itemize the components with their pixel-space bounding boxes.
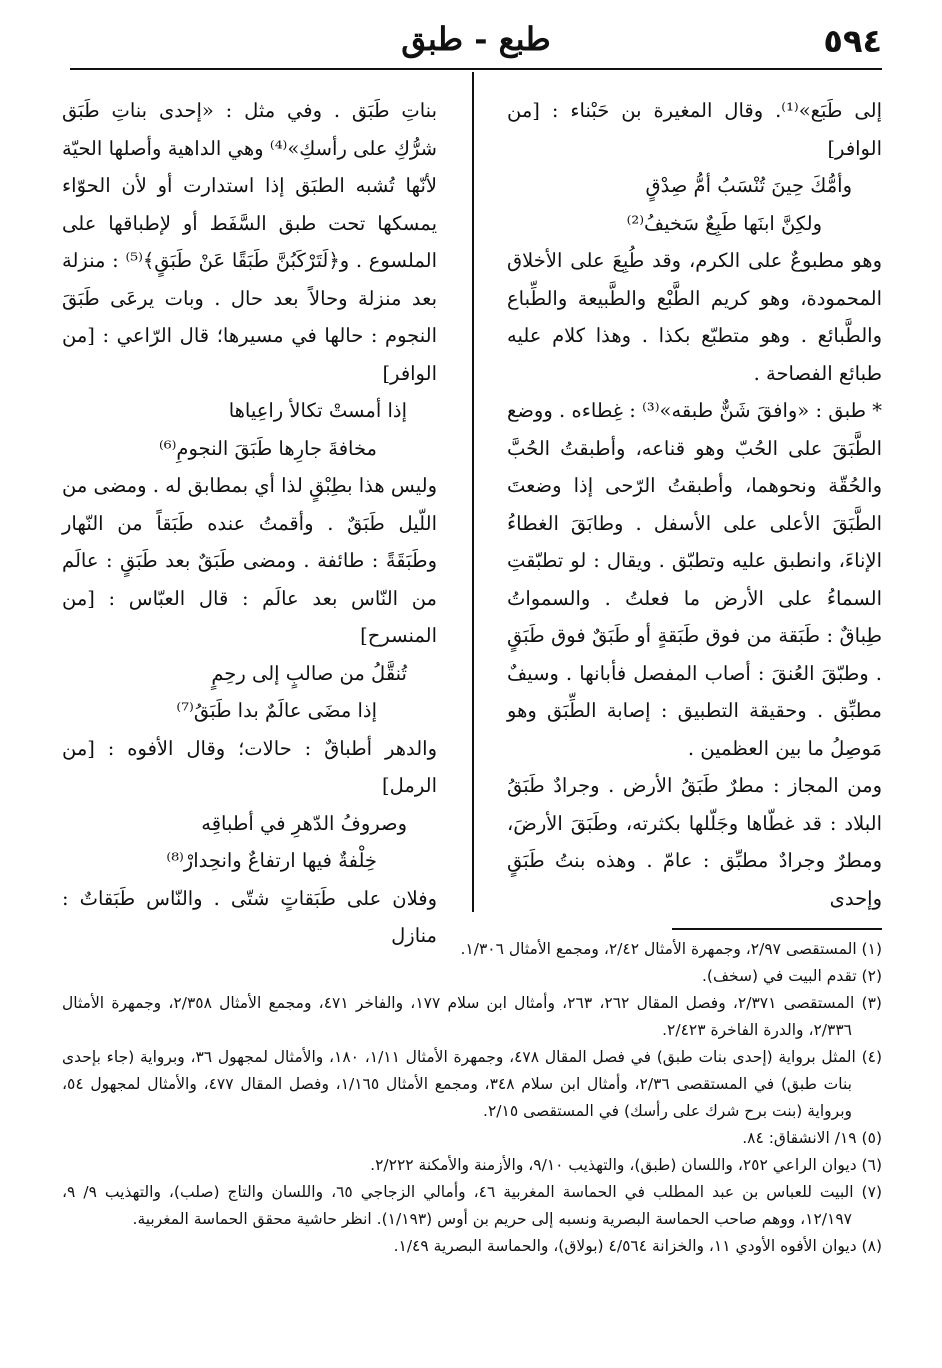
paragraph: والدهر أطباقٌ : حالات؛ وقال الأفوه : [من الرمل] <box>62 736 437 797</box>
footnote-rule <box>672 928 882 930</box>
page-header <box>70 18 882 70</box>
left-column <box>62 92 437 955</box>
verse-line: وصروفُ الدّهرِ في أطباقِه <box>201 811 407 835</box>
footnote: (٤) المثل برواية (إحدى بنات طبق) في فصل المقال ٤٧٨، وجمهرة الأمثال ١/١١، ١٨٠، والأمثال لمجهول ٣٦، وبرواية (جاء بإحدى بنات طبق) في المستقصى ٢/٣٦، وأمثال ابن سلام ٣٤٨، ومجمع الأمثال ١/١٦٥، وفصل المقال ٤٧٧، والأمثال لمجهول ٥٤، وبرواية (بنت برح شرك على رأسك) في المستقصى ٢/١٥. <box>62 1048 883 1120</box>
verse-line: تُنقَّلُ من صالبٍ إلى رحِمٍ <box>211 661 407 685</box>
entry-tabaq: * طبق : «وافقَ شَنٌّ طبقه»⁽³⁾ : غِطاءه . ووضع الطَّبَقَ على الحُبّ وهو قناعه، وأطبقتُ الحُبَّ والحُقّة ونحوهما، وأطبقتُ الرّحى إذا وضعتَ الطَّبَقَ الأعلى على الأسفل . وطابَقَ الغطاءُ الإناءَ، وانطبق عليه وتطبّق . ويقال : لو تطبّقتِ السماءُ على الأرض ما فعلتُ . والسمواتُ طِباقٌ : طَبَقة من فوق طَبَقةٍ أو طَبَقٌ فوق طَبَقٍ . وطبّقَ العُنقَ : أصاب المفصل فأبانها . وسيفٌ مطبِّق . وحقيقة التطبيق : إصابة الطِّبَق وهو مَوصِلُ ما بين العظمين . <box>507 399 882 760</box>
text-columns <box>62 72 882 947</box>
paragraph: إلى طَبَع»⁽¹⁾. وقال المغيرة بن حَبْناء : [من الوافر] <box>507 99 882 160</box>
footnote: (٨) ديوان الأفوه الأودي ١١، والخزانة ٤/٥٦٤ (بولاق)، والحماسة البصرية ١/٤٩. <box>393 1237 882 1255</box>
verse-line: وأمُّكَ حِينَ تُنْسَبُ أمُّ صِدْقٍ <box>645 174 852 197</box>
verse-line: ولكِنَّ ابنَها طَبِعٌ سَخيفُ⁽²⁾ <box>626 211 822 235</box>
footnote: (١) المستقصى ٢/٩٧، وجمهرة الأمثال ٢/٤٢، ومجمع الأمثال ١/٣٠٦. <box>460 940 882 958</box>
verse-line: مخافةَ جارِها طَبَقَ النجومِ⁽⁶⁾ <box>158 436 377 460</box>
running-head: طبع - طبق <box>401 20 551 58</box>
paragraph: وليس هذا بطِبْقٍ لذا أي بمطابق له . ومضى من اللّيل طَبَقٌ . وأقمتُ عنده طَبَقاً من النّهار وطَبَقَةً : طائفة . ومضى طَبَقٌ بعد طَبَقٍ : عالَم من النّاس بعد عالَم : قال العبّاس : [من المنسرح] <box>62 474 437 647</box>
column-divider <box>472 72 474 912</box>
page-number: ٥٩٤ <box>823 22 882 60</box>
footnote: (٧) البيت للعباس بن عبد المطلب في الحماسة المغربية ٤٦، وأمالي الزجاجي ٦٥، واللسان والتاج (صلب)، والتهذيب ٩/ ٩، ١٢/١٩٧، ووهم صاحب الحماسة البصرية ونسبه إلى حريم بن أوس (١/١٩٣). انظر حاشية محقق الحماسة المغربية. <box>62 1183 882 1228</box>
verse-line: خِلْفةٌ فيها ارتفاعٌ وانحِدارْ⁽⁸⁾ <box>166 849 377 872</box>
paragraph: وهو مطبوعٌ على الكرم، وقد طُبِعَ على الأخلاق المحمودة، وهو كريم الطَّبْع والطَّبيعة والطِّباع والطَّبائع . وهو متطبّع بكذا . وهذا كلام عليه طبائع الفصاحة . <box>507 249 882 385</box>
paragraph: وفلان على طَبَقاتٍ شتّى . والنّاس طَبَقاتٌ : منازل <box>62 886 437 947</box>
footnote: (٣) المستقصى ٢/٣٧١، وفصل المقال ٢٦٢، ٢٦٣، وأمثال ابن سلام ١٧٧، والفاخر ٤٧١، ومجمع الأمثال ٢/٣٥٨، وجمهرة الأمثال ٢/٣٣٦، والدرة الفاخرة ٢/٤٢٣. <box>62 994 882 1039</box>
paragraph: بناتِ طَبَق . وفي مثل : «إحدى بناتِ طَبَق شرُّكِ على رأسكِ»⁽⁴⁾ وهي الداهية وأصلها الحيّة لأنّها تُشبه الطبَق إذا استدارت أو لأن الحوّاء يمسكها تحت طبق السَّفَط أو لإطباقها على الملسوع . و﴿لَتَرْكَبُنَّ طَبَقًا عَنْ طَبَقٍ﴾⁽⁵⁾ : منزلة بعد منزلة وحالاً بعد حال . وبات يرعَى طَبَقَ النجوم : حالها في مسيرها؛ قال الرّاعي : [من الوافر] <box>62 99 437 385</box>
footnote: (٢) تقدم البيت في (سخف). <box>701 967 882 985</box>
footnotes <box>62 936 882 1260</box>
verse-line: إذا أمستْ تكالأ راعِياها <box>228 399 407 422</box>
footnote: (٥) ١٩/ الانشقاق: ٨٤. <box>742 1129 882 1147</box>
footnote: (٦) ديوان الراعي ٢٥٢، واللسان (طبق)، والتهذيب ٩/١٠، والأزمنة والأمكنة ٢/٢٢٢. <box>370 1156 882 1174</box>
right-column <box>507 92 882 917</box>
verse-line: إذا مضَى عالَمٌ بدا طَبَقُ⁽⁷⁾ <box>176 699 377 722</box>
paragraph: ومن المجاز : مطرٌ طَبَقُ الأرض . وجرادٌ طَبَقُ البلاد : قد غطّاها وجَلّلها بكثرته، وطَبَقَ الأرضَ، ومطرٌ وجرادٌ مطبِّق : عامّ . وهذه بنتُ طَبَقٍ وإحدى <box>507 774 882 910</box>
